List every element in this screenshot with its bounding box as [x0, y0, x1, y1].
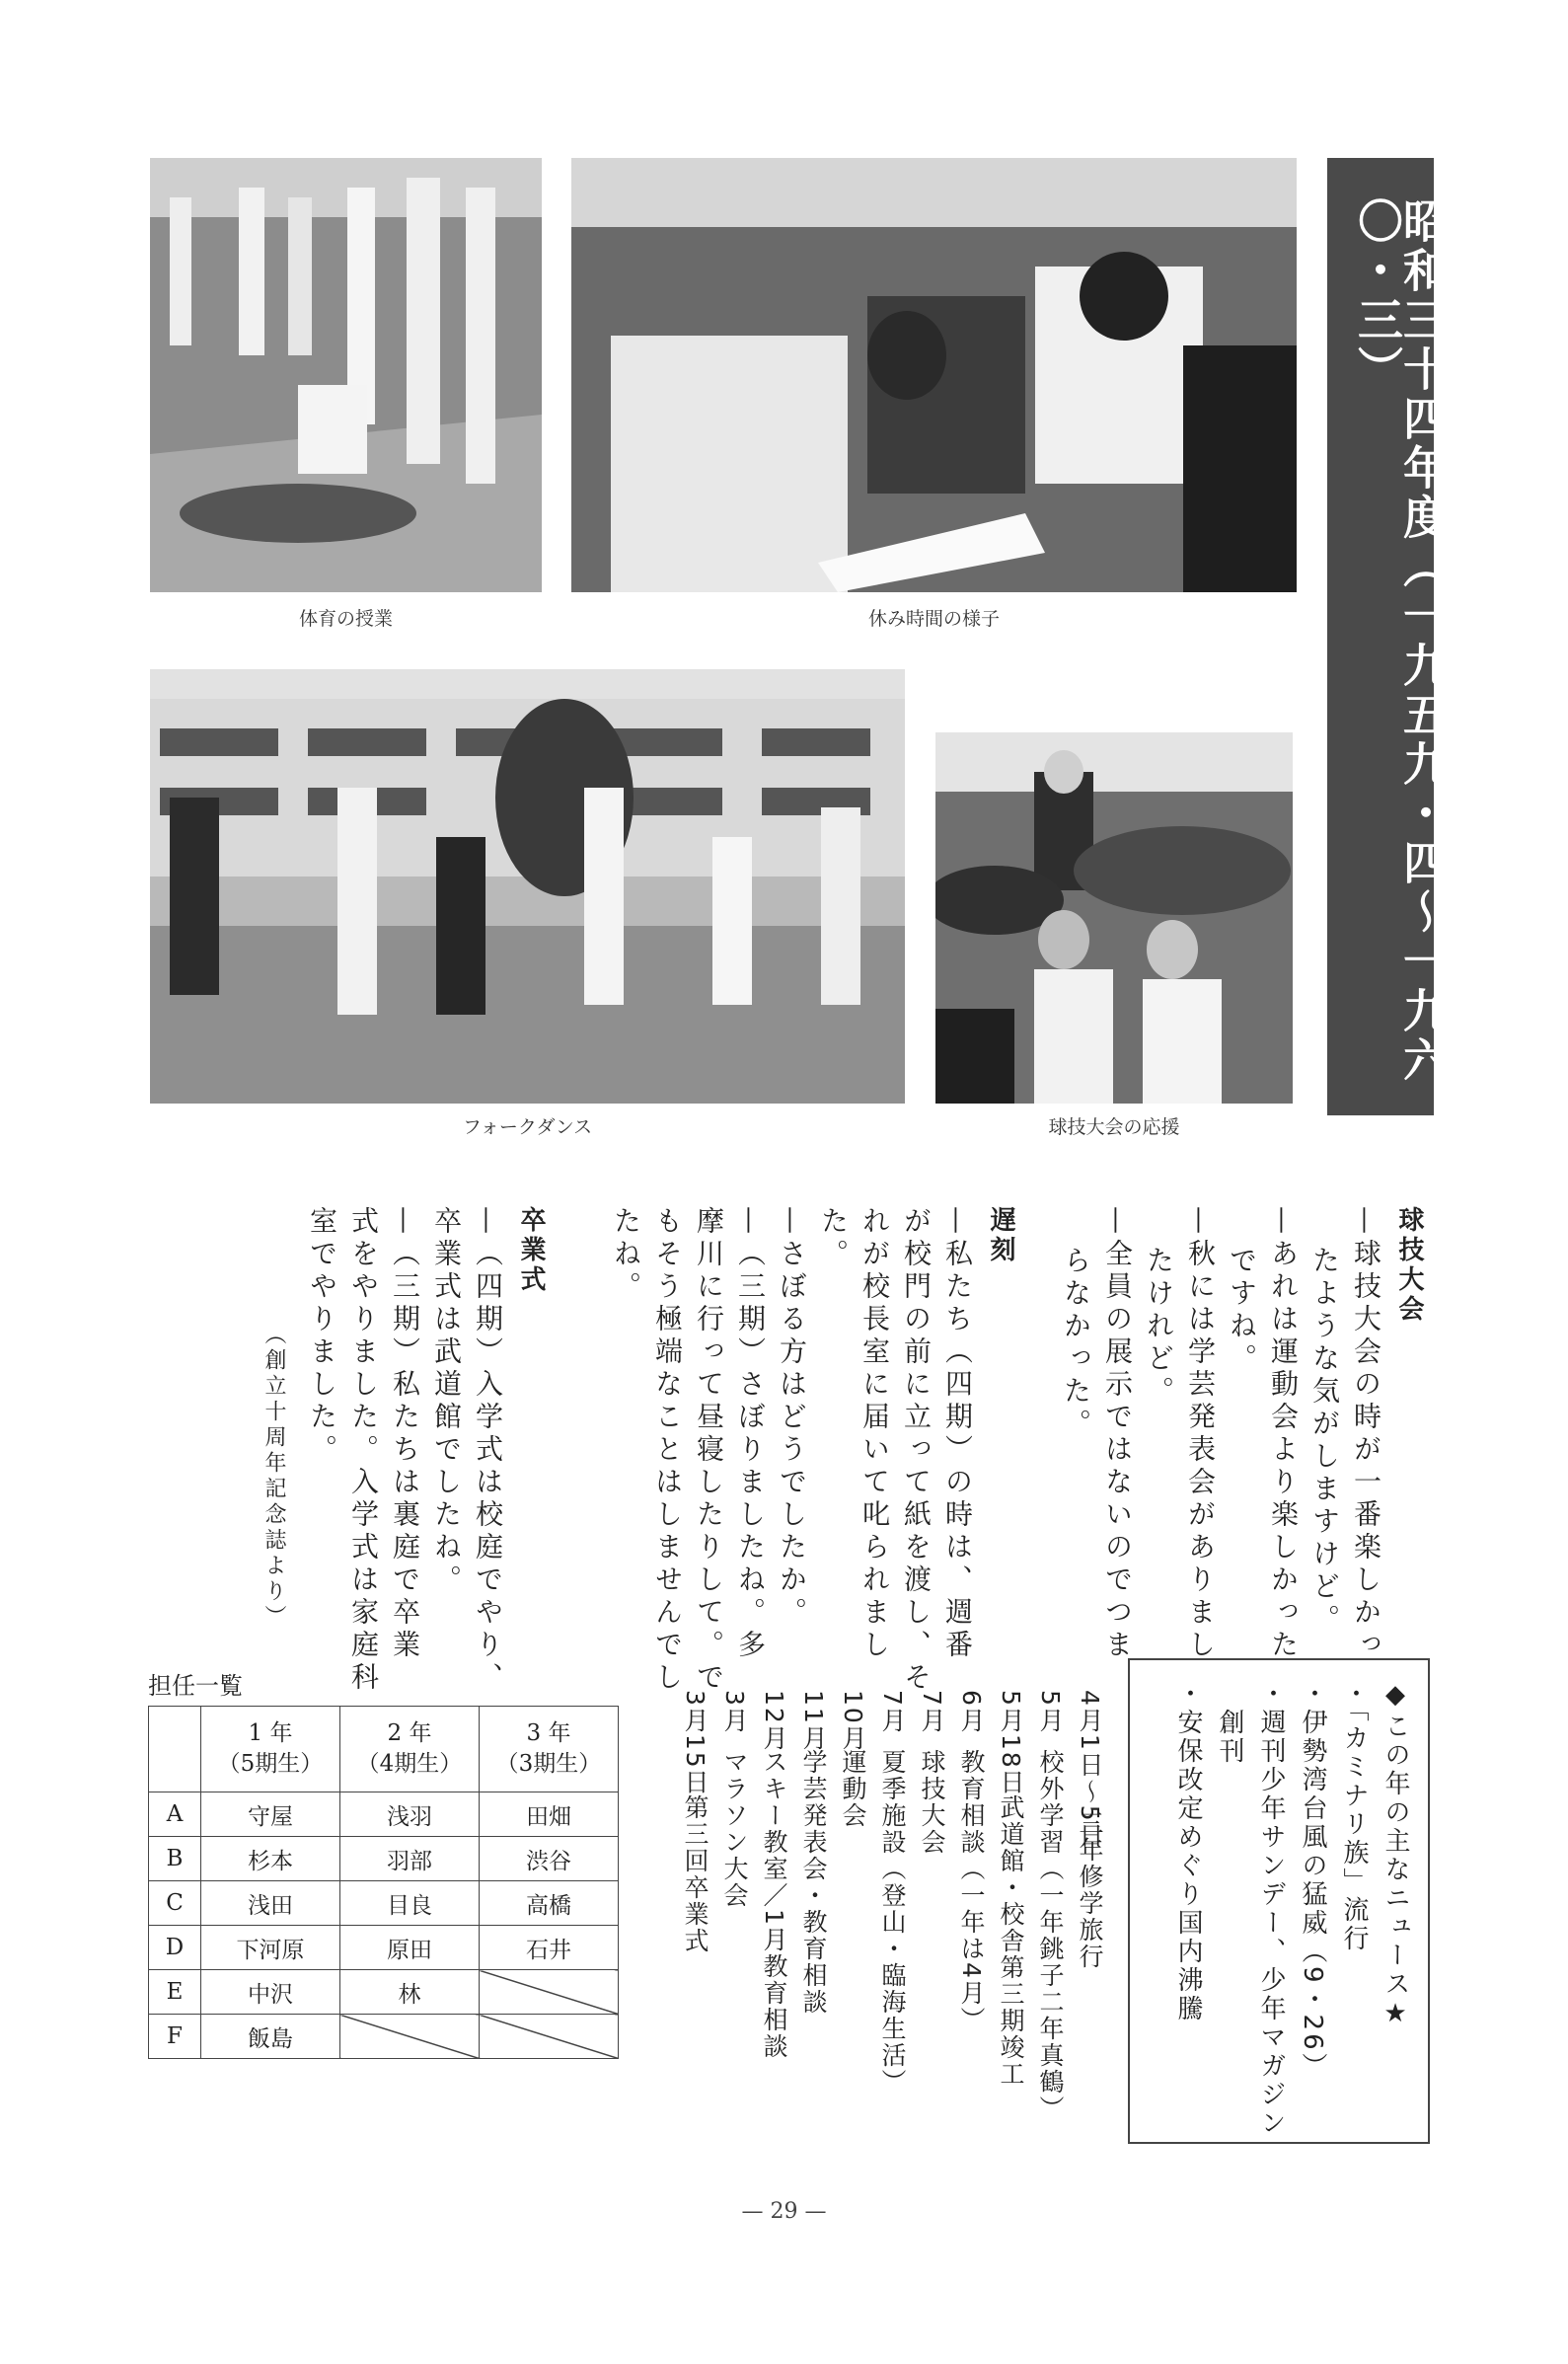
page-title: 昭和三十四年度（一九五九・四〜一九六〇・三）	[1351, 197, 1450, 1086]
event-item	[880, 1690, 905, 2096]
table-cell: 田畑	[480, 1792, 619, 1837]
event-text: 夏季施設（登山・臨海生活）	[878, 1749, 907, 2096]
table-cell: 高橋	[480, 1881, 619, 1926]
event-date: 6月	[957, 1690, 986, 1734]
event-date: 11月	[799, 1690, 828, 1752]
event-item	[999, 1690, 1023, 2088]
header-grade: 1 年	[248, 1719, 293, 1746]
event-item	[683, 1690, 708, 1954]
table-cell: 林	[340, 1970, 480, 2015]
sotsugyo-line-4: 式をやりました。入学式は家庭科	[347, 1206, 380, 1695]
sotsugyo-line-3: —（三期）私たちは裏庭で卒業	[389, 1206, 421, 1662]
event-item	[801, 1690, 826, 2016]
table-header-row	[149, 1707, 619, 1792]
photo-ball-game-cheering	[935, 732, 1293, 1104]
table-cell-empty	[480, 2015, 619, 2059]
photo-caption-folk-dance: フォークダンス	[462, 1116, 593, 1138]
year-title-bar	[1327, 158, 1450, 1115]
table-cell-empty	[480, 1970, 619, 2015]
staff-table-title: 担任一覧	[148, 1672, 243, 1700]
news-item-1: ・「カミナリ族」流行	[1339, 1680, 1369, 1953]
event-text: 運動会	[839, 1749, 867, 1829]
section-heading-kyugi: 球技大会	[1394, 1206, 1424, 1325]
chikoku-line-6: —（三期）さぼりましたね。多	[734, 1206, 767, 1662]
table-corner-cell	[149, 1707, 201, 1792]
chikoku-line-5: —さぼる方はどうでしたか。	[776, 1206, 808, 1630]
row-label: C	[149, 1881, 201, 1926]
event-date: 12月	[760, 1690, 788, 1752]
event-text: 武道館・校舎第三期竣工	[997, 1794, 1025, 2088]
row-label: A	[149, 1792, 201, 1837]
kyugi-line-5: —秋には学芸発表会がありまし	[1184, 1206, 1217, 1662]
photo-caption-ball-game-cheering: 球技大会の応援	[1048, 1116, 1180, 1138]
table-row	[149, 1837, 619, 1881]
event-date: 10月	[839, 1690, 867, 1752]
event-item	[959, 1690, 984, 2033]
table-cell: 守屋	[201, 1792, 340, 1837]
staff-table	[148, 1706, 619, 2059]
news-item-5: ・安保改定めぐり国内沸騰	[1173, 1680, 1203, 2023]
table-cell: 羽部	[340, 1837, 480, 1881]
kyugi-line-4: ですね。	[1226, 1246, 1258, 1376]
event-item	[841, 1690, 865, 1829]
header-grade: 3 年	[526, 1719, 571, 1746]
header-cohort: （3期生）	[495, 1751, 602, 1777]
section-heading-sotsugyo: 卒業式	[516, 1206, 546, 1295]
event-text: スキー教室／1月教育相談	[760, 1749, 788, 2060]
event-item	[1038, 1690, 1063, 2122]
event-text: マラソン大会	[720, 1749, 749, 1909]
chikoku-line-3: れが校長室に届いて叱られまし	[859, 1206, 891, 1662]
event-item	[762, 1690, 786, 2060]
event-text: 教育相談（一年は4月）	[957, 1749, 986, 2033]
chikoku-line-2: が校門の前に立って紙を渡し、そ	[900, 1206, 933, 1695]
row-label: F	[149, 2015, 201, 2059]
photo-ball-game-cheering-image	[935, 732, 1293, 1104]
chikoku-line-8: もそう極端なことはしませんでし	[651, 1206, 684, 1695]
news-item-4: 創刊	[1215, 1680, 1244, 1766]
table-row	[149, 2015, 619, 2059]
table-cell: 中沢	[201, 1970, 340, 2015]
table-cell: 浅田	[201, 1881, 340, 1926]
event-date: 7月	[918, 1690, 946, 1734]
event-date: 7月	[878, 1690, 907, 1734]
event-item	[1078, 1690, 1102, 1970]
row-label: E	[149, 1970, 201, 2015]
photo-folk-dance-image	[150, 669, 905, 1104]
page-number: — 29 —	[741, 2199, 827, 2224]
photo-folk-dance	[150, 669, 905, 1104]
news-heading: ◆この年の主なニュース★	[1381, 1680, 1410, 2031]
table-cell: 飯島	[201, 2015, 340, 2059]
table-cell: 目良	[340, 1881, 480, 1926]
kyugi-line-1: —球技大会の時が一番楽しかっ	[1350, 1206, 1382, 1662]
table-cell: 下河原	[201, 1926, 340, 1970]
row-label: B	[149, 1837, 201, 1881]
photo-pe-class	[150, 158, 542, 592]
news-item-2: ・伊勢湾台風の猛威（9・26）	[1298, 1680, 1327, 2082]
table-row	[149, 1792, 619, 1837]
event-text: 学芸発表会・教育相談	[799, 1749, 828, 2016]
sotsugyo-line-5: 室でやりました。	[306, 1206, 338, 1467]
chikoku-line-4: た。	[817, 1206, 850, 1271]
table-cell: 石井	[480, 1926, 619, 1970]
kyugi-line-6: たけれど。	[1143, 1246, 1175, 1409]
photo-pe-class-image	[150, 158, 542, 592]
table-row	[149, 1970, 619, 2015]
event-date: 5月	[1036, 1690, 1065, 1734]
table-header-cell	[480, 1707, 619, 1792]
header-cohort: （4期生）	[356, 1751, 463, 1777]
event-text: 第三回卒業式	[681, 1794, 709, 1954]
event-item	[722, 1690, 747, 1909]
news-item-3: ・週刊少年サンデー、少年マガジン	[1256, 1680, 1286, 2138]
table-cell: 杉本	[201, 1837, 340, 1881]
row-label: D	[149, 1926, 201, 1970]
event-date: 3月15日	[681, 1690, 709, 1796]
header-cohort: （5期生）	[217, 1751, 324, 1777]
table-row	[149, 1881, 619, 1926]
photo-recess-image	[571, 158, 1297, 592]
chikoku-line-1: —私たち（四期）の時は、週番	[941, 1206, 974, 1662]
table-cell: 渋谷	[480, 1837, 619, 1881]
event-item	[920, 1690, 944, 1856]
kyugi-line-7: —全員の展示ではないのでつま	[1101, 1206, 1134, 1662]
event-text: 三年修学旅行	[1076, 1810, 1104, 1970]
kyugi-line-2: たような気がしますけど。	[1308, 1246, 1341, 1637]
table-header-cell	[201, 1707, 340, 1792]
photo-recess	[571, 158, 1297, 592]
sotsugyo-line-1: —（四期）入学式は校庭でやり、	[472, 1206, 504, 1695]
header-grade: 2 年	[387, 1719, 432, 1746]
photo-caption-recess: 休み時間の様子	[867, 608, 1000, 630]
event-date: 4月1日〜5日	[1076, 1690, 1104, 1850]
photo-caption-pe-class: 体育の授業	[298, 608, 393, 630]
event-date: 3月	[720, 1690, 749, 1734]
event-text: 校外学習（一年銚子二年真鶴）	[1036, 1749, 1065, 2122]
source-citation: （創立十周年記念誌より）	[261, 1323, 286, 1631]
news-box	[1128, 1658, 1430, 2144]
chikoku-line-9: たね。	[610, 1206, 642, 1304]
table-cell: 原田	[340, 1926, 480, 1970]
table-cell: 浅羽	[340, 1792, 480, 1837]
sotsugyo-line-2: 卒業式は武道館でしたね。	[430, 1206, 463, 1597]
table-row	[149, 1926, 619, 1970]
event-text: 球技大会	[918, 1749, 946, 1856]
chikoku-line-7: 摩川に行って昼寝したりして。で	[693, 1206, 725, 1695]
event-date: 5月18日	[997, 1690, 1025, 1796]
table-header-cell	[340, 1707, 480, 1792]
kyugi-line-8: らなかった。	[1060, 1246, 1092, 1441]
kyugi-line-3: —あれは運動会より楽しかった	[1267, 1206, 1300, 1662]
table-cell-empty	[340, 2015, 480, 2059]
section-heading-chikoku: 遅刻	[986, 1206, 1015, 1265]
